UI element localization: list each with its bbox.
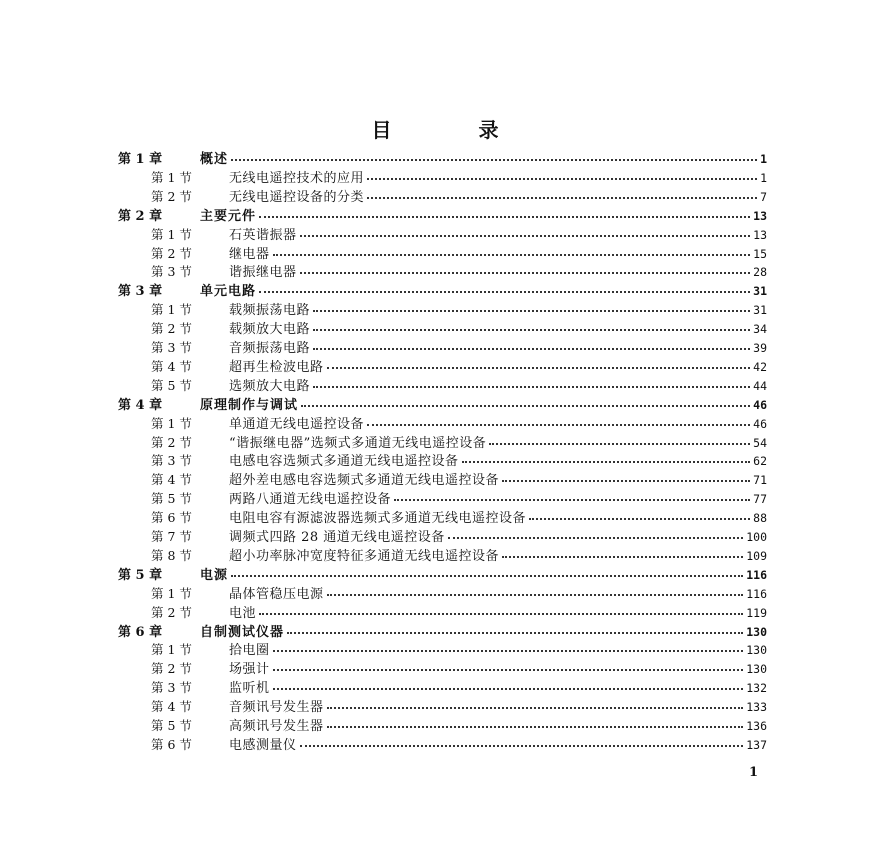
toc-chapter-entry	[118, 282, 767, 300]
dot-leader	[231, 575, 743, 577]
section-number: 第 1 节	[151, 585, 192, 601]
dot-leader	[300, 272, 751, 274]
entry-page-number: 34	[753, 322, 767, 337]
section-title: 超外差电感电容选频式多通道无线电遥控设备	[229, 473, 500, 489]
entry-page-number: 54	[753, 435, 767, 450]
entry-page-number: 137	[746, 737, 767, 752]
toc-section-entry	[151, 188, 767, 206]
toc-section-entry	[151, 263, 767, 281]
section-title: 场强计	[229, 662, 270, 678]
chapter-number: 第 6 章	[118, 624, 163, 640]
section-number: 第 2 节	[151, 321, 192, 337]
section-number: 第 7 节	[151, 529, 192, 544]
section-title: 电阻电容有源滤波器选频式多通道无线电遥控设备	[229, 511, 527, 527]
entry-page-number: 136	[746, 719, 767, 733]
toc-section-entry	[151, 641, 767, 659]
section-number: 第 1 节	[151, 169, 192, 185]
dot-leader	[259, 613, 743, 615]
page-title: 目 录	[371, 118, 539, 142]
section-number: 第 6 节	[151, 736, 192, 752]
section-title: 超再生检波电路	[229, 359, 324, 375]
section-title: 两路八通道无线电遥控设备	[229, 492, 392, 508]
section-number: 第 4 节	[151, 699, 192, 715]
entry-page-number: 133	[746, 700, 767, 715]
chapter-title: 主要元件	[200, 208, 257, 224]
toc-section-entry	[151, 471, 767, 489]
entry-page-number: 109	[746, 548, 767, 563]
dot-leader	[301, 405, 750, 407]
section-number: 第 2 节	[151, 434, 192, 450]
section-number: 第 4 节	[151, 472, 192, 488]
entry-page-number: 46	[753, 416, 767, 431]
entry-page-number: 1	[760, 170, 767, 185]
section-title: 无线电遥控设备的分类	[229, 189, 365, 205]
chapter-number: 第 5 章	[118, 567, 163, 583]
dot-leader	[448, 537, 743, 539]
toc-section-entry	[151, 585, 767, 603]
chapter-title: 电源	[200, 567, 229, 583]
section-title: 高频讯号发生器	[229, 719, 324, 734]
entry-page-number: 130	[746, 643, 767, 658]
toc-section-entry	[151, 377, 767, 395]
toc-chapter-entry	[118, 623, 767, 641]
toc-section-entry	[151, 320, 767, 338]
dot-leader	[273, 254, 751, 256]
toc-section-entry	[151, 736, 767, 754]
section-number: 第 1 节	[151, 302, 192, 318]
entry-page-number: 130	[746, 624, 767, 639]
section-number: 第 5 节	[151, 491, 192, 507]
toc-section-entry	[151, 169, 767, 187]
dot-leader	[273, 669, 744, 671]
dot-leader	[367, 424, 750, 426]
dot-leader	[231, 159, 757, 161]
dot-leader	[367, 178, 757, 180]
chapter-number: 第 1 章	[118, 152, 163, 167]
section-title: 电感电容选频式多通道无线电遥控设备	[229, 454, 459, 470]
toc-chapter-entry	[118, 566, 767, 584]
dot-leader	[394, 499, 750, 501]
toc-section-entry	[151, 358, 767, 376]
toc-section-entry	[151, 660, 767, 678]
dot-leader	[300, 235, 751, 237]
page-number: 1	[749, 765, 759, 780]
dot-leader	[489, 443, 750, 445]
dot-leader	[300, 745, 744, 747]
section-title: 载频放大电路	[229, 322, 311, 338]
dot-leader	[313, 310, 750, 312]
chapter-title: 单元电路	[200, 284, 257, 300]
entry-page-number: 130	[746, 662, 767, 677]
toc-section-entry	[151, 528, 767, 546]
dot-leader	[327, 594, 744, 596]
chapter-title: 原理制作与调试	[200, 397, 299, 413]
dot-leader	[313, 348, 750, 350]
dot-leader	[327, 707, 744, 709]
section-title: 继电器	[229, 246, 270, 262]
entry-page-number: 46	[753, 397, 767, 412]
entry-page-number: 13	[753, 227, 767, 242]
toc-section-entry	[151, 547, 767, 565]
section-number: 第 1 节	[151, 642, 192, 658]
chapter-title: 概述	[200, 152, 229, 167]
toc-section-entry	[151, 509, 767, 527]
entry-page-number: 116	[746, 586, 767, 601]
entry-page-number: 132	[746, 681, 767, 696]
section-number: 第 5 节	[151, 377, 192, 393]
toc-chapter-entry	[118, 396, 767, 414]
dot-leader	[502, 556, 743, 558]
section-number: 第 6 节	[151, 510, 192, 526]
toc-section-entry	[151, 245, 767, 263]
section-number: 第 8 节	[151, 547, 192, 563]
toc-section-entry	[151, 490, 767, 508]
dot-leader	[313, 386, 750, 388]
section-number: 第 1 节	[151, 415, 192, 431]
section-title: 石英谐振器	[229, 227, 297, 243]
toc-section-entry	[151, 434, 767, 452]
chapter-number: 第 3 章	[118, 284, 163, 300]
section-number: 第 2 节	[151, 604, 192, 620]
section-title: 晶体管稳压电源	[229, 586, 324, 602]
dot-leader	[287, 632, 743, 634]
toc-section-entry	[151, 452, 767, 470]
section-title: 电感测量仪	[229, 737, 297, 753]
toc-section-entry	[151, 604, 767, 622]
entry-page-number: 31	[753, 303, 767, 318]
dot-leader	[327, 726, 744, 728]
entry-page-number: 77	[753, 492, 767, 507]
section-number: 第 1 节	[151, 226, 192, 242]
section-number: 第 4 节	[151, 358, 192, 374]
section-number: 第 3 节	[151, 340, 192, 355]
toc-chapter-entry	[118, 207, 767, 225]
entry-page-number: 39	[753, 341, 767, 355]
chapter-number: 第 2 章	[118, 208, 163, 224]
entry-page-number: 119	[746, 605, 767, 620]
section-title: 音频振荡电路	[229, 341, 311, 356]
section-number: 第 2 节	[151, 245, 192, 261]
entry-page-number: 71	[753, 473, 767, 488]
section-number: 第 2 节	[151, 188, 192, 204]
dot-leader	[327, 367, 751, 369]
toc-section-entry	[151, 717, 767, 735]
dot-leader	[529, 518, 750, 520]
entry-page-number: 42	[753, 359, 767, 374]
dot-leader	[462, 461, 751, 463]
dot-leader	[273, 650, 744, 652]
section-number: 第 3 节	[151, 680, 192, 696]
section-title: 拾电圈	[229, 643, 270, 659]
toc-section-entry	[151, 698, 767, 716]
entry-page-number: 116	[746, 567, 767, 582]
section-number: 第 5 节	[151, 718, 192, 733]
dot-leader	[273, 688, 744, 690]
dot-leader	[367, 197, 757, 199]
chapter-title: 自制测试仪器	[200, 624, 285, 640]
toc-section-entry	[151, 415, 767, 433]
entry-page-number: 13	[753, 208, 767, 223]
toc-section-entry	[151, 679, 767, 697]
entry-page-number: 88	[753, 511, 767, 526]
toc-chapter-entry	[118, 150, 767, 168]
section-title: 选频放大电路	[229, 378, 311, 394]
toc-section-entry	[151, 226, 767, 244]
dot-leader	[259, 291, 750, 293]
section-title: 单通道无线电遥控设备	[229, 416, 365, 432]
section-title: 电池	[229, 605, 257, 621]
entry-page-number: 7	[760, 189, 767, 204]
dot-leader	[259, 216, 750, 218]
section-title: “谐振继电器”选频式多通道无线电遥控设备	[229, 435, 487, 451]
section-title: 无线电遥控技术的应用	[229, 170, 365, 186]
section-number: 第 3 节	[151, 453, 192, 469]
section-title: 监听机	[229, 681, 270, 697]
section-number: 第 2 节	[151, 661, 192, 677]
entry-page-number: 28	[753, 265, 767, 280]
entry-page-number: 31	[753, 284, 767, 299]
section-title: 音频讯号发生器	[229, 700, 324, 716]
entry-page-number: 44	[753, 378, 767, 393]
toc-section-entry	[151, 301, 767, 319]
section-title: 载频振荡电路	[229, 303, 311, 319]
toc-section-entry	[151, 339, 767, 357]
section-number: 第 3 节	[151, 264, 192, 280]
section-title: 超小功率脉冲宽度特征多通道无线电遥控设备	[229, 548, 500, 564]
section-title: 调频式四路 28 通道无线电遥控设备	[229, 530, 445, 545]
entry-page-number: 1	[760, 152, 767, 166]
entry-page-number: 15	[753, 246, 767, 261]
chapter-number: 第 4 章	[118, 397, 163, 413]
section-title: 谐振继电器	[229, 265, 297, 281]
entry-page-number: 100	[746, 530, 767, 544]
entry-page-number: 62	[753, 454, 767, 469]
dot-leader	[313, 329, 750, 331]
dot-leader	[502, 480, 750, 482]
